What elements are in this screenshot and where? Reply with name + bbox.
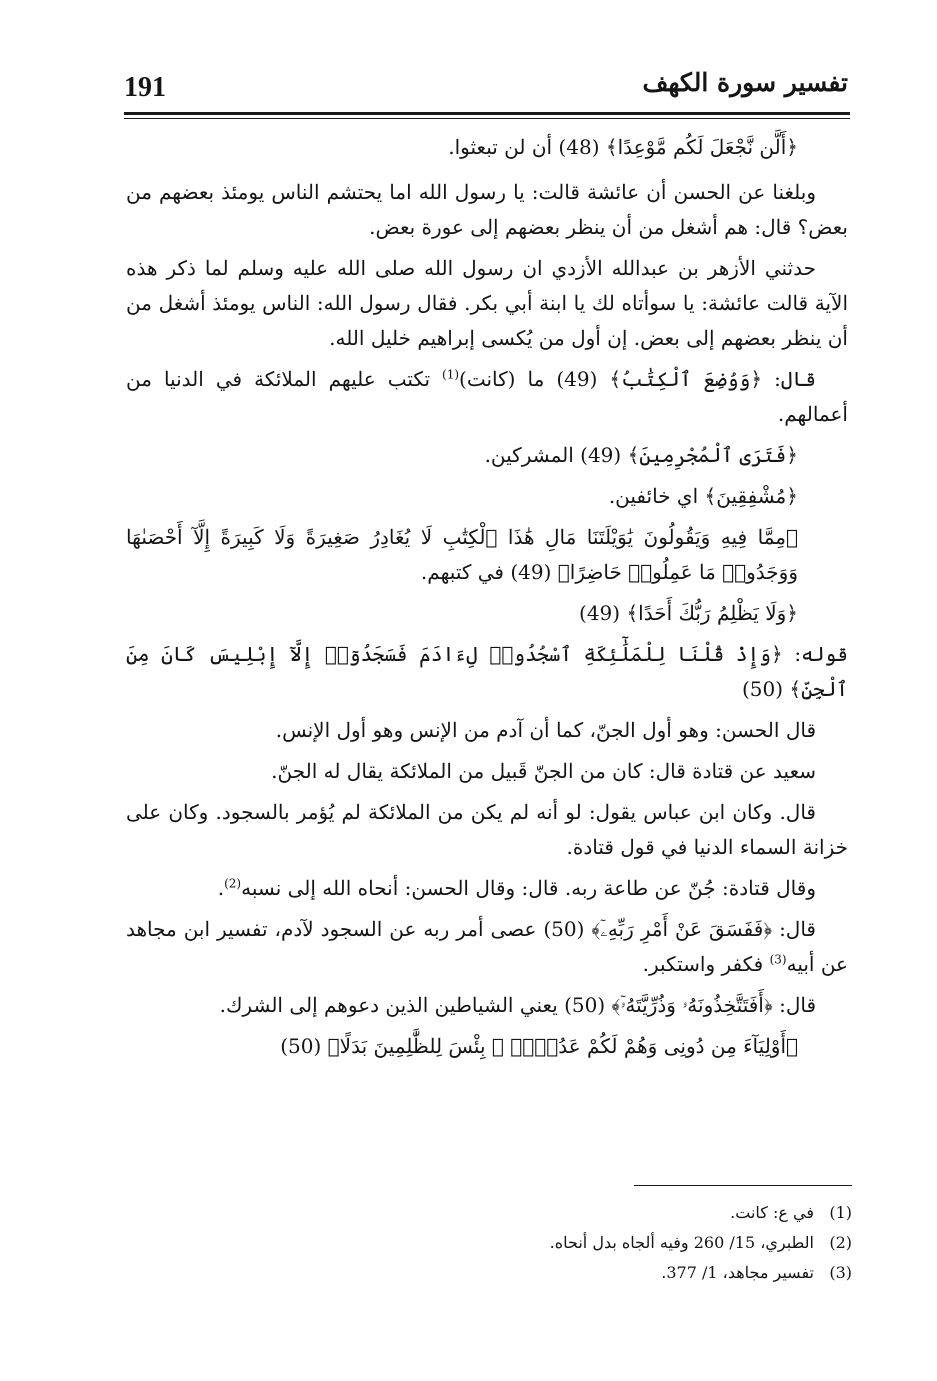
paragraph-6	[126, 479, 848, 514]
quran-verse: ﴿مِمَّا فِيهِ وَيَقُولُونَ يَٰوَيْلَتَنَا مَالِ هَٰذَا ٱلْكِتَٰبِ لَا يُغَادِرُ صَغِيرَةً وَلَا كَبِيرَةً إِلَّآ أَحْصَىٰهَا وَوَجَدُوا۟ مَا عَمِلُوا۟ حَاضِرًا﴾	[126, 525, 798, 584]
quran-verse: ﴿أَفَتَتَّخِذُونَهُۥ وَذُرِّيَّتَهُۥٓ﴾	[611, 993, 773, 1017]
footnote-text: الطبري، 15/ 260 وفيه ألجاه بدل أنحاه.	[549, 1233, 814, 1252]
quran-verse: ﴿أَلَّن نَّجْعَلَ لَكُم مَّوْعِدًا﴾	[605, 135, 798, 159]
paragraph-lead: قال:	[762, 367, 816, 391]
quran-verse: ﴿فَفَسَقَ عَنْ أَمْرِ رَبِّهِۦٓ﴾	[591, 917, 773, 941]
paragraph-5	[126, 438, 848, 473]
page-number: 191	[124, 72, 166, 103]
quran-verse: ﴿وَإِذْ قُلْنَا لِلْمَلَٰٓئِكَةِ ٱسْجُدُوا۟ لِءَادَمَ فَسَجَدُوٓا۟ إِلَّآ إِبْلِيسَ كَانَ مِنَ ٱلْجِنِّ﴾	[126, 642, 848, 701]
footnote-1	[300, 1198, 852, 1228]
paragraph-text: وقال قتادة: جُنّ عن طاعة ربه. قال: وقال الحسن: أنحاه الله إلى نسبه	[241, 876, 816, 900]
paragraph-text: تكتب عليهم الملائكة في الدنيا من أعمالهم.	[126, 367, 848, 426]
paragraph-text: (49) المشركين.	[484, 443, 628, 467]
paragraph-12	[126, 795, 848, 865]
paragraph-3	[126, 251, 848, 356]
footnote-marker: (2)	[224, 876, 242, 891]
paragraph-text: اي خائفين.	[608, 484, 705, 508]
footnote-text: تفسير مجاهد، 1/ 377.	[661, 1263, 814, 1282]
quran-verse: ﴿وَلَا يَظْلِمُ رَبُّكَ أَحَدًا﴾	[626, 601, 798, 625]
paragraph-7	[126, 520, 848, 590]
footnote-number: (2)	[829, 1233, 852, 1252]
paragraph-1	[126, 130, 848, 165]
header-rule	[124, 112, 850, 119]
paragraph-16	[126, 1029, 848, 1064]
paragraph-text: فكفر واستكبر.	[642, 952, 770, 976]
footnotes	[300, 1198, 852, 1288]
main-text	[126, 126, 848, 1070]
paragraph-text: قال. وكان ابن عباس يقول: لو أنه لم يكن من الملائكة لم يُؤمر بالسجود. وكان على خزانة السماء الدنيا في قول قتادة.	[126, 800, 848, 859]
running-title: تفسير سورة الكهف	[642, 68, 848, 97]
quran-verse: ﴿أَوْلِيَآءَ مِن دُونِى وَهُمْ لَكُمْ عَدُوٌّۢ ۚ بِئْسَ لِلظَّٰلِمِينَ بَدَلًا﴾	[327, 1034, 798, 1058]
page-header	[124, 62, 848, 106]
footnote-number: (3)	[829, 1263, 852, 1282]
paragraph-8	[126, 596, 848, 631]
paragraph-text: (50) عصى أمر ربه عن السجود لآدم، تفسير ابن مجاهد عن أبيه	[126, 917, 848, 976]
footnote-marker: (1)	[442, 367, 460, 382]
paragraph-9	[126, 637, 848, 707]
paragraph-text: (50) يعني الشياطين الذين دعوهم إلى الشرك.	[219, 993, 612, 1017]
paragraph-text: وبلغنا عن الحسن أن عائشة قالت: يا رسول الله اما يحتشم الناس يومئذ بعضهم من بعض؟ قال: هم أشغل من أن ينظر بعضهم إلى عورة بعض.	[126, 180, 848, 239]
paragraph-text: قال الحسن: وهو أول الجنّ، كما أن آدم من الإنس وهو أول الإنس.	[275, 718, 816, 742]
quran-verse: ﴿مُشْفِقِينَ﴾	[704, 484, 798, 508]
paragraph-text: حدثني الأزهر بن عبدالله الأزدي ان رسول الله صلى الله عليه وسلم لما ذكر هذه الآية قالت عائشة: يا سوأتاه لك يا ابنة أبي بكر. فقال رسول الله: الناس يومئذ أشغل من أن ينظر بعضهم إلى بعض. إن أول من يُكسى إبراهيم خليل الله.	[126, 256, 848, 350]
paragraph-4	[126, 362, 848, 432]
footnote-divider	[634, 1185, 852, 1186]
paragraph-lead: قوله:	[782, 642, 848, 666]
paragraph-text: (50)	[280, 1034, 328, 1058]
paragraph-text: سعيد عن قتادة قال: كان من الجنّ قَبيل من الملائكة يقال له الجنّ.	[271, 759, 816, 783]
paragraph-2	[126, 175, 848, 245]
paragraph-text: (48) أن لن تبعثوا.	[448, 135, 606, 159]
paragraph-text: (49) ما (كانت)	[459, 367, 610, 391]
paragraph-15	[126, 988, 848, 1023]
paragraph-10	[126, 713, 848, 748]
paragraph-text: (49) في كتبهم.	[420, 560, 558, 584]
paragraph-11	[126, 754, 848, 789]
footnote-2	[300, 1228, 852, 1258]
footnote-3	[300, 1258, 852, 1288]
paragraph-text: (49)	[579, 601, 627, 625]
footnote-text: في ع: كانت.	[730, 1203, 814, 1222]
paragraph-lead: قال:	[772, 917, 816, 941]
paragraph-14	[126, 912, 848, 982]
paragraph-text: (50)	[741, 677, 790, 701]
paragraph-text: .	[217, 876, 225, 900]
footnote-number: (1)	[829, 1203, 852, 1222]
paragraph-lead: قال:	[772, 993, 816, 1017]
paragraph-13	[126, 871, 848, 906]
quran-verse: ﴿فَتَرَى ٱلْمُجْرِمِينَ﴾	[627, 443, 798, 467]
quran-verse: ﴿وَوُضِعَ ٱلْكِتَٰبُ﴾	[609, 367, 763, 391]
footnote-marker: (3)	[769, 952, 787, 967]
